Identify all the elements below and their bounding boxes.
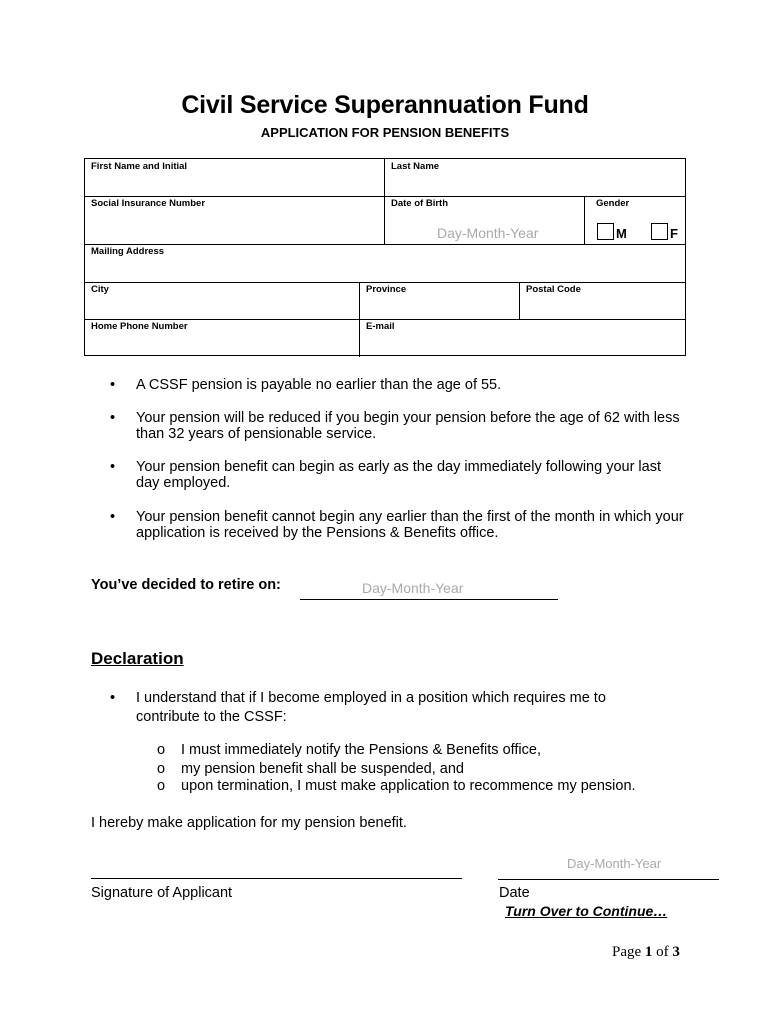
dob-field[interactable]: Day-Month-Year <box>437 225 539 241</box>
declaration-heading: Declaration <box>91 649 184 668</box>
gender-m-label: M <box>616 226 627 241</box>
first-name-field[interactable] <box>85 171 384 196</box>
retire-date-underline <box>300 599 558 600</box>
bullet-icon: • <box>110 410 116 426</box>
signature-date-label: Date <box>499 885 530 901</box>
page-title: Civil Service Superannuation Fund <box>181 91 589 119</box>
signature-field[interactable] <box>91 878 462 879</box>
city-field[interactable] <box>85 295 359 319</box>
signature-date-underline <box>498 879 719 880</box>
mailing-address-field[interactable] <box>85 257 685 282</box>
retire-date-label: You’ve decided to retire on: <box>91 577 281 593</box>
sub-bullet-icon: o <box>157 778 166 794</box>
retire-date-field[interactable]: Day-Month-Year <box>362 580 464 596</box>
signature-date-field[interactable]: Day-Month-Year <box>567 856 662 871</box>
bullet-icon: • <box>110 690 116 706</box>
page-number: Page 1 of 3 <box>612 944 680 960</box>
phone-label: Home Phone Number <box>91 321 188 332</box>
postal-code-label: Postal Code <box>526 284 581 295</box>
dob-label: Date of Birth <box>391 198 448 209</box>
city-label: City <box>91 284 109 295</box>
bullet-icon: • <box>110 377 116 393</box>
application-statement: I hereby make application for my pension benefit. <box>91 815 407 831</box>
email-label: E-mail <box>366 321 395 332</box>
phone-field[interactable] <box>85 332 359 355</box>
last-name-label: Last Name <box>391 161 440 172</box>
last-name-field[interactable] <box>385 171 685 196</box>
province-label: Province <box>366 284 407 295</box>
first-name-label: First Name and Initial <box>91 161 188 172</box>
bullet-icon: • <box>110 459 116 475</box>
page-subtitle: APPLICATION FOR PENSION BENEFITS <box>260 125 510 140</box>
applicant-info-form <box>84 158 686 356</box>
signature-label: Signature of Applicant <box>91 885 233 901</box>
mailing-address-label: Mailing Address <box>91 246 165 257</box>
bullet-icon: • <box>110 509 116 525</box>
sin-label: Social Insurance Number <box>91 198 206 209</box>
gender-f-label: F <box>670 226 678 241</box>
sub-bullet-icon: o <box>157 742 166 758</box>
province-field[interactable] <box>360 295 519 319</box>
gender-label: Gender <box>596 198 630 209</box>
gender-m-checkbox[interactable] <box>597 223 614 240</box>
email-field[interactable] <box>360 332 685 355</box>
turn-over-note: Turn Over to Continue… <box>505 903 668 919</box>
sub-bullet-icon: o <box>157 761 166 777</box>
gender-f-checkbox[interactable] <box>651 223 668 240</box>
sin-field[interactable] <box>85 209 384 244</box>
postal-code-field[interactable] <box>520 295 685 319</box>
